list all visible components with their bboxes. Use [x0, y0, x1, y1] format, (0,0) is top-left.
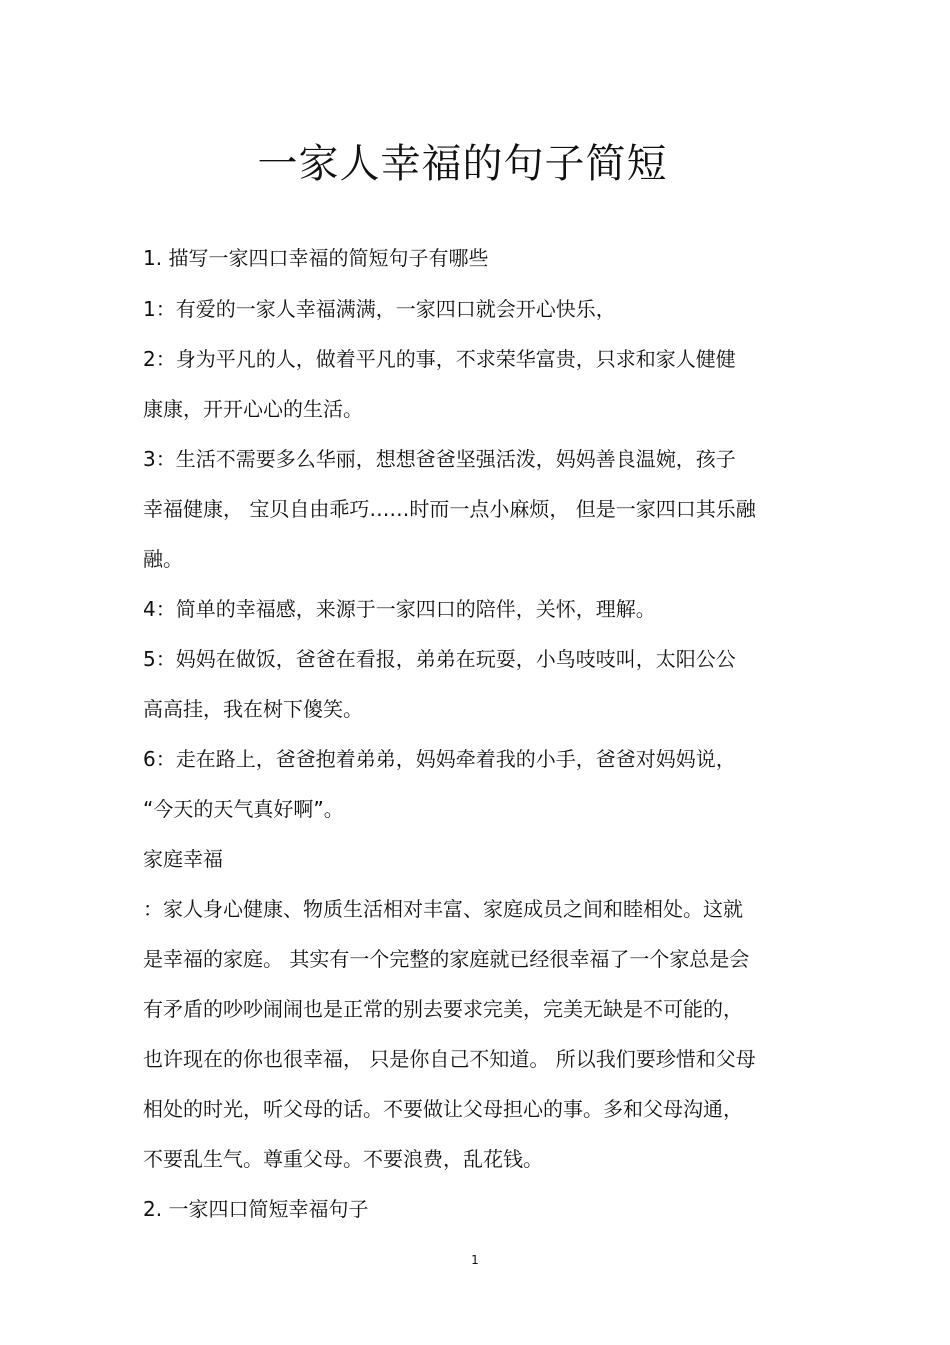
text-line: 4：简单的幸福感，来源于一家四口的陪伴，关怀，理解。: [143, 597, 656, 621]
text-line: ：家人身心健康、物质生活相对丰富、家庭成员之间和睦相处。这就: [143, 897, 743, 921]
subheading-family-happiness: 家庭幸福: [143, 847, 223, 871]
text-line: 6：走在路上，爸爸抱着弟弟，妈妈牵着我的小手，爸爸对妈妈说，: [143, 747, 736, 771]
text-line: 幸福健康， 宝贝自由乖巧……时而一点小麻烦， 但是一家四口其乐融: [143, 497, 756, 521]
text-line: 2：身为平凡的人，做着平凡的事，不求荣华富贵，只求和家人健健: [143, 347, 736, 371]
text-line: 不要乱生气。尊重父母。不要浪费，乱花钱。: [143, 1147, 543, 1171]
section-heading-2: 2. 一家四口简短幸福句子: [143, 1197, 369, 1221]
text-line: 相处的时光，听父母的话。不要做让父母担心的事。多和父母沟通，: [143, 1097, 743, 1121]
text-line: 融。: [143, 547, 183, 571]
text-line: 5：妈妈在做饭，爸爸在看报，弟弟在玩耍，小鸟吱吱叫，太阳公公: [143, 647, 736, 671]
text-line: 有矛盾的吵吵闹闹也是正常的别去要求完美，完美无缺是不可能的，: [143, 997, 743, 1021]
text-line: “今天的天气真好啊”。: [143, 797, 344, 821]
text-line: 康康，开开心心的生活。: [143, 397, 363, 421]
text-line: 也许现在的你也很幸福， 只是你自己不知道。 所以我们要珍惜和父母: [143, 1047, 756, 1071]
text-line: 1：有爱的一家人幸福满满，一家四口就会开心快乐，: [143, 297, 616, 321]
text-line: 3：生活不需要多么华丽，想想爸爸坚强活泼，妈妈善良温婉，孩子: [143, 447, 736, 471]
page-title: 一家人幸福的句子简短: [257, 141, 668, 187]
page-number: 1: [471, 1253, 479, 1267]
text-line: 高高挂，我在树下傻笑。: [143, 697, 363, 721]
section-heading-1: 1. 描写一家四口幸福的简短句子有哪些: [143, 246, 489, 270]
text-line: 是幸福的家庭。 其实有一个完整的家庭就已经很幸福了一个家总是会: [143, 947, 750, 971]
